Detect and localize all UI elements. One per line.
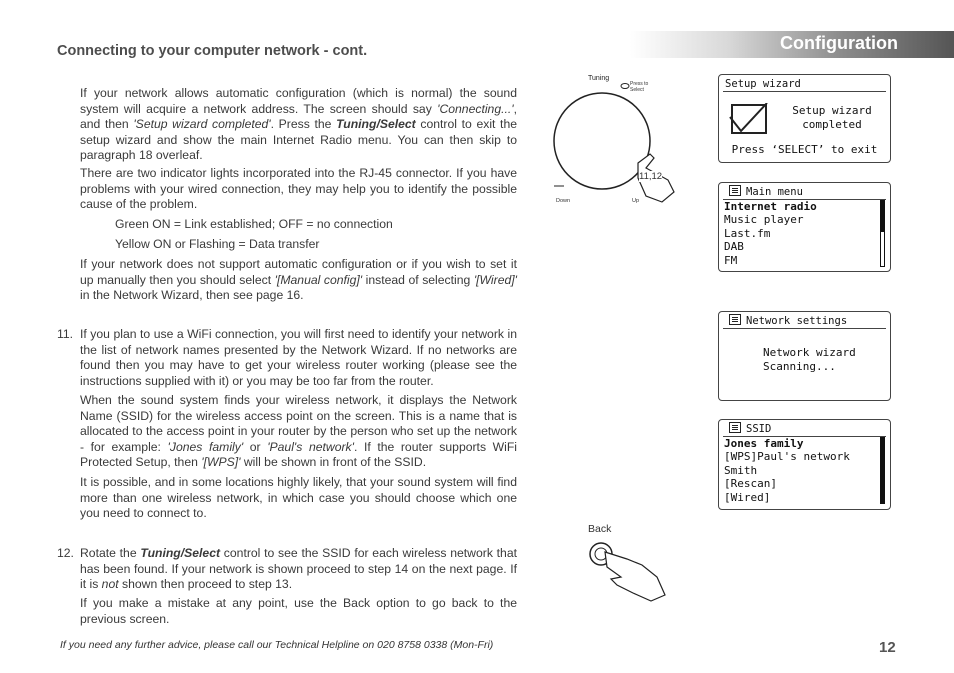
main-menu-list [724, 200, 817, 267]
checkmark-icon [729, 103, 769, 135]
screen-main-menu [718, 182, 891, 272]
ssid-list [724, 437, 850, 504]
list-item: Music player [724, 213, 804, 227]
up-label: Up [632, 198, 640, 204]
page-number: 12 [879, 639, 896, 656]
section-heading: Connecting to your computer network - cont. [57, 43, 368, 59]
section-banner [630, 31, 954, 58]
list-item: FM [724, 253, 738, 267]
scroll-track [880, 200, 885, 267]
step-11-text: If you plan to use a WiFi connection, you will first need to identify your network in the list of network names presented by the Network Wizard. If no networks are found then you may have to get your wireless router working (please see the instructions supplied with it) or you may be too far from the router. [80, 327, 517, 388]
screen-setup-wizard [718, 74, 891, 163]
screen-title: SSID [723, 422, 886, 437]
banner-title: Configuration [780, 33, 898, 53]
step-12-number: 12. [57, 546, 74, 560]
step-12-back-text: If you make a mistake at any point, use the Back option to go back to the previous screen. [80, 596, 517, 626]
menu-icon [729, 314, 741, 325]
led-green-note: Green ON = Link established; OFF = no connection [115, 217, 393, 231]
list-item: Jones family [724, 437, 804, 450]
setup-exit-hint: Press ‘SELECT’ to exit [731, 143, 878, 156]
screen-ssid [718, 419, 891, 510]
list-item: Smith [724, 463, 758, 477]
led-yellow-note: Yellow ON or Flashing = Data transfer [115, 237, 320, 251]
down-label: Down [556, 198, 571, 204]
network-status: Network wizard Scanning... [763, 346, 856, 373]
knob-step-label: 11,12 [639, 171, 663, 182]
step-11-ssid-text: When the sound system finds your wireless network, it displays the Network Name (SSID) for the wireless access point on the screen. This is a name that is allocated to the access point in your router by the person who set up the network - for example: 'Jones family' or 'Paul's network'. If the router supports WiFi Protected Setup, then '[WPS]' will be shown in front of the SSID. [80, 393, 518, 469]
list-item: [Rescan] [724, 477, 777, 491]
step-11-multiple-networks: It is possible, and in some locations highly likely, that your sound system will find more than one wireless network, in which case you should choose which one you need to connect to. [80, 475, 517, 520]
menu-icon [729, 422, 741, 433]
tuning-label: Tuning [588, 75, 610, 82]
step-12-text: Rotate the Tuning/Select control to see the SSID for each wireless network that has been found. If your network is shown proceed to step 14 on the next page. If it is not shown then proceed to step 13. [80, 546, 517, 591]
paragraph-auto-config: If your network allows automatic configuration (which is normal) the sound system will acquire a network address. The screen should say 'Connecting...', and then 'Setup wizard completed'. Press the Tuning/Select control to exit the setup wizard and show the main Internet Radio menu. You can then skip to paragraph 18 overleaf. [80, 86, 518, 162]
screen-network-settings [718, 311, 891, 401]
screen-title: Network settings [723, 314, 886, 329]
press-select-label: Press to Select [630, 81, 649, 93]
screen-title: Setup wizard [723, 77, 886, 92]
setup-status: Setup wizard completed [792, 104, 872, 131]
menu-icon [729, 185, 741, 196]
list-item: DAB [724, 240, 744, 254]
tuning-knob-icon [550, 74, 690, 209]
back-label: Back [588, 523, 612, 535]
list-item: [Wired] [724, 490, 771, 504]
step-11-number: 11. [57, 327, 74, 341]
screen-title: Main menu [723, 185, 886, 200]
back-button-icon [587, 539, 667, 605]
paragraph-manual-config: If your network does not support automatic configuration or if you wish to set it up manually then you should select '[Manual config]' instead of selecting '[Wired]' in the Network Wizard, then see page 16. [80, 257, 517, 302]
list-item: Last.fm [724, 226, 771, 240]
tuning-knob-illustration [550, 74, 690, 209]
list-item: Internet radio [724, 200, 817, 213]
list-item: [WPS]Paul's network [724, 450, 850, 464]
paragraph-indicator-lights: There are two indicator lights incorporated into the RJ-45 connector. If you have problems with your wired connection, they may help you to identify the possible cause of the problem. [80, 166, 517, 211]
back-button-illustration [587, 523, 667, 605]
scrollbar [880, 437, 885, 504]
helpline-footer: If you need any further advice, please call our Technical Helpline on 020 8758 0338 (Mon-Fri) [60, 639, 494, 651]
